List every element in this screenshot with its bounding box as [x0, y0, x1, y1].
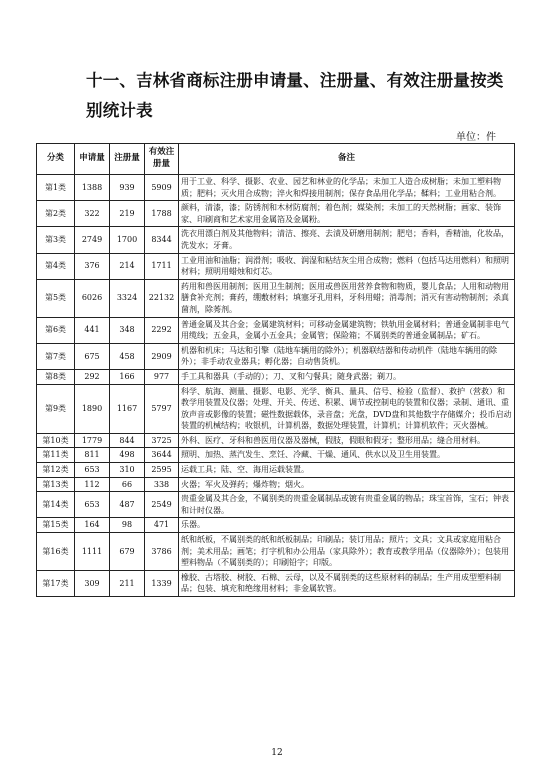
- row-valid-registrations-cell: 5797: [145, 384, 179, 433]
- table-row: [37, 317, 515, 343]
- row-applications-cell: 675: [75, 343, 110, 369]
- table-body: [37, 175, 515, 597]
- row-note-cell: 橡胶、古塔胶、树胶、石棉、云母，以及不属别类的这些原材料的制品；生产用成型塑料制品；包装、填充和绝缘用材料；非金属软管。: [179, 570, 515, 596]
- statistics-table: [36, 143, 515, 597]
- row-note-cell: 运载工具；陆、空、海用运载装置。: [179, 463, 515, 478]
- row-note-cell: 机器和机床；马达和引擎（陆地车辆用的除外）；机器联结器和传动机件（陆地车辆用的除外）；非手动农业器具；孵化器；自动售货机。: [179, 343, 515, 369]
- row-applications-cell: 1890: [75, 384, 110, 433]
- row-registrations-cell: 844: [110, 433, 145, 448]
- row-registrations-cell: 310: [110, 463, 145, 478]
- row-note-cell: 洗衣用漂白剂及其他物料；清洁、擦亮、去渍及研磨用制剂；肥皂；香料，香精油，化妆品，洗发水；牙膏。: [179, 227, 515, 253]
- row-class-cell: 第15类: [37, 518, 75, 533]
- row-registrations-cell: 487: [110, 492, 145, 518]
- table-header-row: [37, 144, 515, 175]
- row-registrations-cell: 458: [110, 343, 145, 369]
- row-note-cell: 贵重金属及其合金，不属别类的贵重金属制品或镀有贵重金属的物品；珠宝首饰，宝石；钟表和计时仪器。: [179, 492, 515, 518]
- table-row: [37, 570, 515, 596]
- row-applications-cell: 2749: [75, 227, 110, 253]
- row-note-cell: 颜料，清漆，漆；防锈剂和木材防腐剂；着色剂；媒染剂；未加工的天然树脂；画家、装饰家、印刷商和艺术家用金属箔及金属粉。: [179, 201, 515, 227]
- row-applications-cell: 6026: [75, 279, 110, 317]
- row-valid-registrations-cell: 3786: [145, 533, 179, 571]
- row-applications-cell: 1779: [75, 433, 110, 448]
- table-row: [37, 518, 515, 533]
- table-row: [37, 201, 515, 227]
- row-class-cell: 第13类: [37, 477, 75, 492]
- row-applications-cell: 1388: [75, 175, 110, 201]
- row-registrations-cell: 219: [110, 201, 145, 227]
- row-registrations-cell: 166: [110, 369, 145, 384]
- row-valid-registrations-cell: 1711: [145, 253, 179, 279]
- row-valid-registrations-cell: 8344: [145, 227, 179, 253]
- row-valid-registrations-cell: 338: [145, 477, 179, 492]
- row-class-cell: 第3类: [37, 227, 75, 253]
- row-applications-cell: 322: [75, 201, 110, 227]
- row-registrations-cell: 3324: [110, 279, 145, 317]
- row-applications-cell: 309: [75, 570, 110, 596]
- row-registrations-cell: 211: [110, 570, 145, 596]
- row-class-cell: 第8类: [37, 369, 75, 384]
- row-valid-registrations-cell: 1339: [145, 570, 179, 596]
- table-row: [37, 448, 515, 463]
- row-note-cell: 照明、加热、蒸汽发生、烹饪、冷藏、干燥、通风、供水以及卫生用装置。: [179, 448, 515, 463]
- column-header-registrations: 注册量: [110, 144, 145, 175]
- row-valid-registrations-cell: 2909: [145, 343, 179, 369]
- table-row: [37, 369, 515, 384]
- row-applications-cell: 653: [75, 463, 110, 478]
- row-applications-cell: 441: [75, 317, 110, 343]
- table-row: [37, 433, 515, 448]
- table-row: [37, 477, 515, 492]
- row-valid-registrations-cell: 1788: [145, 201, 179, 227]
- row-registrations-cell: 1700: [110, 227, 145, 253]
- row-valid-registrations-cell: 3644: [145, 448, 179, 463]
- row-applications-cell: 112: [75, 477, 110, 492]
- row-note-cell: 火器；军火及弹药；爆炸物；烟火。: [179, 477, 515, 492]
- row-valid-registrations-cell: 977: [145, 369, 179, 384]
- row-valid-registrations-cell: 5909: [145, 175, 179, 201]
- row-registrations-cell: 679: [110, 533, 145, 571]
- row-registrations-cell: 1167: [110, 384, 145, 433]
- column-header-class: 分类: [37, 144, 75, 175]
- table-row: [37, 227, 515, 253]
- row-note-cell: 工业用油和油脂；润滑剂；吸收、润湿和粘结灰尘用合成物；燃料（包括马达用燃料）和照明材料；照明用蜡烛和灯芯。: [179, 253, 515, 279]
- row-class-cell: 第9类: [37, 384, 75, 433]
- column-header-applications: 申请量: [75, 144, 110, 175]
- row-note-cell: 手工具和器具（手动的）；刀、叉和勺餐具；随身武器；剃刀。: [179, 369, 515, 384]
- row-registrations-cell: 66: [110, 477, 145, 492]
- row-applications-cell: 292: [75, 369, 110, 384]
- row-registrations-cell: 348: [110, 317, 145, 343]
- row-note-cell: 科学、航海、测量、摄影、电影、光学、衡具、量具、信号、检验（监督）、救护（营救）和教学用装置及仪器；处理、开关、传送、积累、调节或控制电的装置和仪器；录制、通讯、重放声音或影像的装置；磁性数据载体，录音盘；光盘，DVD盘和其他数字存储媒介；投币启动装置的机械结构；收银机，计算机器，数据处理装置，计算机；计算机软件；灭火器械。: [179, 384, 515, 433]
- row-class-cell: 第10类: [37, 433, 75, 448]
- row-applications-cell: 164: [75, 518, 110, 533]
- row-class-cell: 第11类: [37, 448, 75, 463]
- row-registrations-cell: 939: [110, 175, 145, 201]
- row-class-cell: 第5类: [37, 279, 75, 317]
- table-row: [37, 279, 515, 317]
- column-header-notes: 备注: [179, 144, 515, 175]
- row-note-cell: 药用和兽医用制剂；医用卫生制剂；医用或兽医用营养食物和物质，婴儿食品；人用和动物用膳食补充剂；膏药，绷敷材料；填塞牙孔用料，牙科用蜡；消毒剂；消灭有害动物制剂；杀真菌剂，除莠剂。: [179, 279, 515, 317]
- row-note-cell: 用于工业、科学、摄影、农业、园艺和林业的化学品；未加工人造合成树脂；未加工塑料物质；肥料；灭火用合成物；淬火和焊接用制剂；保存食品用化学品；鞣料；工业用粘合剂。: [179, 175, 515, 201]
- row-note-cell: 外科、医疗、牙科和兽医用仪器及器械，假肢，假眼和假牙；整形用品；缝合用材料。: [179, 433, 515, 448]
- row-class-cell: 第14类: [37, 492, 75, 518]
- table-row: [37, 343, 515, 369]
- table-row: [37, 384, 515, 433]
- row-class-cell: 第1类: [37, 175, 75, 201]
- row-applications-cell: 376: [75, 253, 110, 279]
- page-title: 十一、吉林省商标注册申请量、注册量、有效注册量按类别统计表: [86, 71, 504, 120]
- row-valid-registrations-cell: 22132: [145, 279, 179, 317]
- row-valid-registrations-cell: 471: [145, 518, 179, 533]
- table-row: [37, 253, 515, 279]
- column-header-valid-registrations: 有效注册量: [145, 144, 179, 175]
- row-registrations-cell: 498: [110, 448, 145, 463]
- unit-label: 单位：件: [456, 132, 496, 143]
- row-registrations-cell: 98: [110, 518, 145, 533]
- row-valid-registrations-cell: 2549: [145, 492, 179, 518]
- row-applications-cell: 1111: [75, 533, 110, 571]
- row-registrations-cell: 214: [110, 253, 145, 279]
- row-note-cell: 纸和纸板，不属别类的纸和纸板制品；印刷品；装订用品；照片；文具；文具或家庭用粘合剂；美术用品；画笔；打字机和办公用品（家具除外）；教育或教学用品（仪器除外）；包装用塑料物品（不属别类的）；印刷铅字；印版。: [179, 533, 515, 571]
- row-class-cell: 第4类: [37, 253, 75, 279]
- row-note-cell: 普通金属及其合金；金属建筑材料；可移动金属建筑物；铁轨用金属材料；普通金属制非电气用缆线；五金具，金属小五金具；金属管；保险箱；不属别类的普通金属制品；矿石。: [179, 317, 515, 343]
- row-class-cell: 第7类: [37, 343, 75, 369]
- row-class-cell: 第17类: [37, 570, 75, 596]
- row-note-cell: 乐器。: [179, 518, 515, 533]
- table-row: [37, 463, 515, 478]
- row-valid-registrations-cell: 2595: [145, 463, 179, 478]
- row-applications-cell: 811: [75, 448, 110, 463]
- page-number: 12: [271, 748, 283, 758]
- table-row: [37, 492, 515, 518]
- row-valid-registrations-cell: 2292: [145, 317, 179, 343]
- row-class-cell: 第2类: [37, 201, 75, 227]
- row-class-cell: 第6类: [37, 317, 75, 343]
- row-class-cell: 第12类: [37, 463, 75, 478]
- row-valid-registrations-cell: 3725: [145, 433, 179, 448]
- row-applications-cell: 653: [75, 492, 110, 518]
- table-row: [37, 175, 515, 201]
- table-row: [37, 533, 515, 571]
- row-class-cell: 第16类: [37, 533, 75, 571]
